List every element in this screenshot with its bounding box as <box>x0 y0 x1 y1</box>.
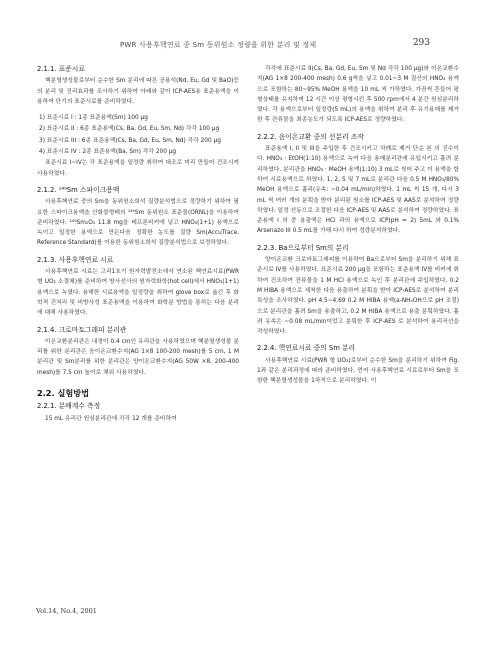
section-heading: 2.1.1. 표준시료 <box>37 65 85 73</box>
paragraph: 핵분열생성물로부터 순수한 Sm 분리에 따른 공용석(Nd, Eu, Gd 및 BaO)등의 분리 및 진리효과를 조사하기 위하여 아래와 같이 ICP-AES용 표준용액을 이용하여 단기의 표준시료를 준비하였다. <box>37 78 239 105</box>
section-heading: 2.2.4. 핵연료시료 중의 Sm 분리 <box>257 344 356 353</box>
section-heading: 2.1.2. ¹⁴⁹Sm 스파이크용액 <box>37 185 120 194</box>
footer-volume: Vol.14, No.4, 2001 <box>36 607 97 615</box>
major-heading: 2.2. 실험방법 <box>37 388 90 399</box>
paragraph: 사용후핵연료 시료(PWR 형 UO₂)로부터 순수한 Sm을 분리하기 위하여 Fig. 1과 같은 분리과정에 따라 준비하였다. 먼저 사용후핵연료 시료로부터 Sm을 포함한 핵분열생성물을 1차적으로 분리하였다. 이 <box>257 357 459 385</box>
list-item: 3) 표준시료 III : 6종 표준용액(Cs, Ba, Gd, Eu, Sm, Nd) 각각 200 μg <box>39 137 221 144</box>
paragraph: 양이온교환 크로마토그래피를 이용하여 Ba으로부터 Sm을 분리하기 위해 표준시료 IV를 사용하였다. 표준시료 200 μg을 포함하는 표준용액 IV를 비커에 취하여 건조하여 잔류물을 1 M HCl 용액으로 녹인 후 분리관에 주입하였다. 0.2 M HIBA 용액으로 세척한 다음 용출하여 분획을 받아 ICP-AES로 분석하여 분리 특성을 조사하였다. pH 4.5~4.69 0.2 M HIBA 용액(a-NH₄OH으로 pH 조절)으로 분리관을 흘려 Sm을 용출하고, 0.2 M HIBA 용액으로 용출 분획하였다. 흘려 유속은 ~0.08 mL/min이었고 분획한 후 ICP-AES 로 분석하여 용리곡선을 작성하였다. <box>257 257 459 336</box>
right-column <box>257 64 459 393</box>
page-number: 293 <box>412 38 430 48</box>
section-heading: 2.1.4. 크로마토그래피 분리관 <box>37 325 127 334</box>
list-item: 4) 표준시료 IV : 2종 표준용액(Ba, Sm) 각각 200 μg <box>39 149 177 156</box>
paragraph: 이온교환분리관은 내경이 0.4 cm인 유리관을 사용하였으며 핵분열생성물 분리를 위한 분리관은 음이온교환수지(AG 1×8 100-200 mesh)를 5 cm, 1 M 분리관 및 Sm분리를 위한 분리관은 양이온교환수지(AG 50W ×8, 200-400 mesh)를 7.5 cm 높이로 채워 사용하였다. <box>37 338 239 376</box>
left-column <box>37 64 239 430</box>
list-item: 2) 표준시료 II : 6종 표준용액(Cs, Ba, Gd, Eu, Sm, Nd) 각각 100 μg <box>39 126 220 133</box>
section-heading: 2.2.1. 분배계수 측정 <box>37 402 101 411</box>
paragraph: 표준시료 I~IV는 각 표준용액을 일정량 취하여 대조로 미리 만들어 건조시켜 사용하였다. <box>37 160 239 177</box>
paragraph: 사용후핵연료 시료는 고리1호기 원자력발전소에서 연소된 핵연료시료(PWR형 UO₂ 소결체)를 준비하여 방사선사의 원자력화학(hot cell)에서 HNO₃(1+1) 용액으로 녹였다. 용해한 시료용액을 일정량을 취하여 glove box로 옮긴 후 화학적 진처리 및 비방사성 표준용액을 이용하여 화학분 방법을 통하는 다음 분리에 대해 사용하였다. <box>37 269 239 317</box>
section-heading: 2.2.3. Ba으로부터 Sm의 분리 <box>257 243 349 252</box>
paragraph: 15 mL 유리관 원심분리관에 각각 12 개를 준비하여 <box>45 415 177 422</box>
paragraph: 각각에 표준시료 II(Cs, Ba, Gd, Eu, Sm 및 Nd 각각 100 μg)와 이온교환수지(AG 1×8 200-400 mesh) 0.6 g씩을 넣고 0.01~3 M 질산의 HNO₃ 용액으로 포함하는 80~95% MeOH 용액을 10 mL 씩 가하였다. 가끔씩 흔들어 평형상태를 유지하며 12 시간 이상 평형시킨 후 500 rpm에서 4 분간 원심분리하였다. 각 용액으로부터 일정량(5 mL)의 용액을 취하여 분리 후 유기용매를 제거한 후 잔류물을 최종농도가 되도록 ICP-AES로 정량하였다. <box>257 66 459 124</box>
running-header: PWR 사용후핵연료 중 Sm 동위원소 정량을 위한 분리 및 정제 <box>120 41 317 49</box>
list-item: 1) 표준시료 I : 1종 표준용액(Sm) 100 μg <box>39 115 148 122</box>
paragraph: 표준용액 I, II 및 III을 주입한 후 건조시키고 차례로 제거 단순 본 의 진수이다. HNO₃ · EtOH(1:10) 용액으로 녹여 다음 용매분리관에 유입시키고 흘려 분리하였다. 분리관을 HNO₃ · MeOH 용액(1:10) 3 mL로 씻어 주고 이 용액을 합하여 시료용액으로 하였다. 1, 2, 5 및 7 mL로 분리관 다음 0.5 M HNO₃/80% MeOH 용액으로 흘리(유속: ~0.04 mL/min)하였다. 1 mL 씩 15 개, 다시 3 mL 씩 여러 개의 분획을 받아 분리된 원소를 ICP-AES 및 AAS로 분석하여 정량하였다. 일정 선동으로 조절한 다음 ICP-AES 및 AAS로 분석하여 정량하였다. 표준용액 I 의 중 용출액은 HCl 과의 용액으로 ICP(pH = 2) 5mL 와 0.1% Arsenazo III 0.5 mL를 가해 다시 하여 정량분석하였다. <box>257 146 459 235</box>
section-heading: 2.2.2. 음이온교환 중의 선분리 조작 <box>257 132 364 141</box>
section-heading: 2.1.3. 사용후핵연료 시료 <box>37 255 114 264</box>
paragraph: 사용후핵연료 중의 Sm을 동위원소희석 질량분석법으로 정량하기 위하여 필요한 스파이크용액을 산화물형태의 ¹⁴⁹Sm 동위원소 표준물(ORNL)을 이용하여 준비하였다. ¹⁴⁹Sm₂O₃ 11.8 mg을 테프론비커에 넣고 HNO₃(1+1) 용액으로 녹이고 일정한 용액으로 만든다음 정확한 농도를 질량 Sm(AccuTrace. Reference Standard)를 이용한 동위원소희석 질량분석법으로 보정하였다. <box>37 199 239 247</box>
